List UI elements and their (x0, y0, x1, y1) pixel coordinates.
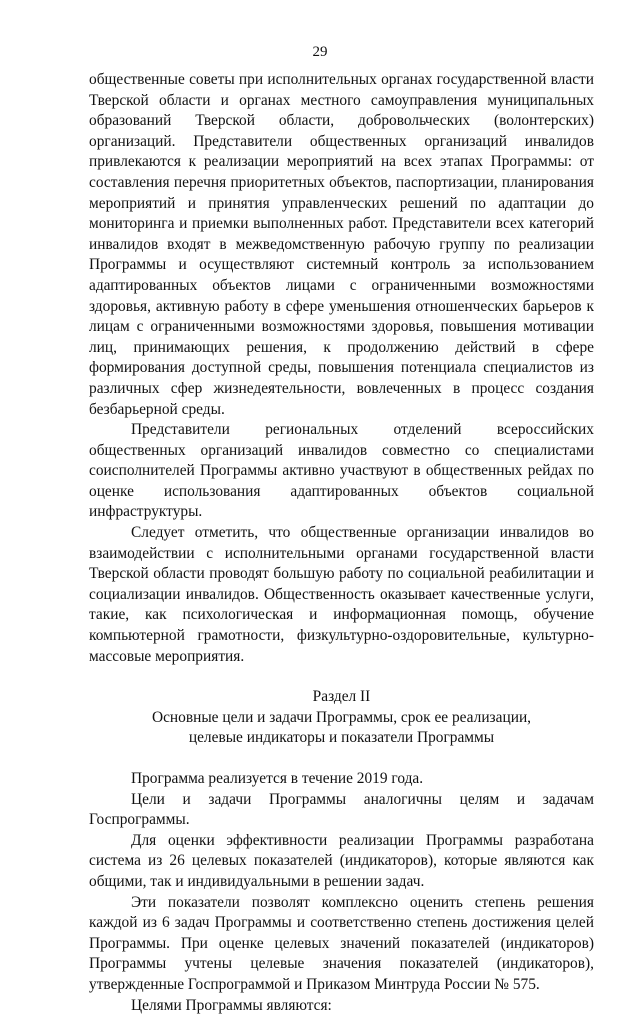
paragraph-3: Следует отметить, что общественные организации инвалидов во взаимодействии с исполнительными органами государственной власти Тверской области проводят большую работу по социальной реабилитации и социализации инвалидов. Общественность оказывает качественные услуги, такие, как психологическая и информационная помощь, обучение компьютерной грамотности, физкультурно-оздоровительные, культурно-массовые мероприятия. (89, 524, 594, 665)
page-content (89, 70, 594, 1016)
paragraph-8: Целями Программы являются: (131, 996, 332, 1014)
section-label: Раздел II (312, 688, 371, 706)
paragraph-2: Представители региональных отделений всероссийских общественных организаций инвалидов совместно со специалистами соисполнителей Программы активно участвуют в общественных рейдах по оценке использования адаптированных объектов социальной инфраструктуры. (89, 421, 594, 521)
paragraph-4: Программа реализуется в течение 2019 года. (131, 770, 424, 787)
paragraph-5: Цели и задачи Программы аналогичны целям и задачам Госпрограммы. (89, 790, 594, 829)
paragraph-7: Эти показатели позволят комплексно оценить степень решения каждой из 6 задач Программы и соответственно степень достижения целей Программы. При оценке целевых значений показателей (индикаторов) Программы учтены целевые значения показателей (индикаторов), утвержденные Госпрограммой и Приказом Минтруда России № 575. (89, 893, 594, 993)
paragraph-6: Для оценки эффективности реализации Программы разработана система из 26 целевых показателей (индикаторов), которые являются как общими, так и индивидуальными в решении задач. (89, 831, 594, 890)
page-number: 29 (312, 44, 328, 60)
section-title-line-2: целевые индикаторы и показатели Программы (188, 729, 495, 747)
section-title-line-1: Основные цели и задачи Программы, срок ее реализации, (151, 708, 532, 726)
section-heading (89, 687, 594, 749)
paragraph-1: общественные советы при исполнительных органах государственной власти Тверской области и органах местного самоуправления муниципальных образований Тверской области, добровольческих (волонтерских) организаций. Представители общественных организаций инвалидов привлекаются к реализации мероприятий на всех этапах Программы: от составления перечня приоритетных объектов, паспортизации, планирования мероприятий и принятия управленческих решений по адаптации до мониторинга и приемки выполненных работ. Представители всех категорий инвалидов входят в межведомственную рабочую группу по реализации Программы и осуществляют системный контроль за использованием адаптированных объектов лицами с ограниченными возможностями здоровья, активную работу в сфере уменьшения отношенческих барьеров к лицам с ограниченными возможностями здоровья, повышения мотивации лиц, принимающих решения, к продолжению действий в сфере формирования доступной среды, повышения потенциала специалистов из различных сфер жизнедеятельности, вовлеченных в процесс создания безбарьерной среды. (89, 71, 594, 418)
